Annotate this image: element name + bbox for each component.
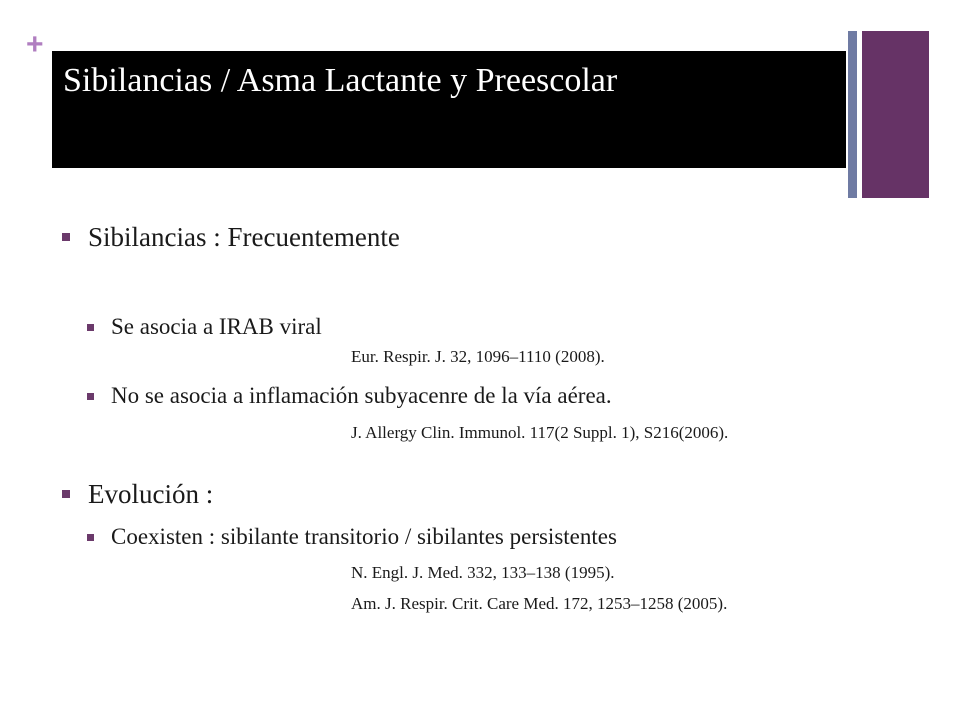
bullet-square-icon xyxy=(87,393,94,400)
bullet-text: Evolución : xyxy=(88,479,214,509)
sub-bullet-inflamacion xyxy=(111,382,612,410)
bullet-sibilancias xyxy=(88,221,400,253)
bullet-square-icon xyxy=(87,324,94,331)
bullet-evolucion xyxy=(88,478,213,510)
reference-citation: J. Allergy Clin. Immunol. 117(2 Suppl. 1), S216(2006). xyxy=(351,423,729,442)
title-bar xyxy=(52,51,846,168)
reference-citation: N. Engl. J. Med. 332, 133–138 (1995). xyxy=(351,563,615,582)
sub-bullet-text: Coexisten : sibilante transitorio / sibilantes persistentes xyxy=(111,524,617,549)
accent-stripe-thin xyxy=(848,31,857,198)
bullet-square-icon xyxy=(62,490,70,498)
sub-bullet-coexisten xyxy=(111,523,617,551)
reference-citation: Am. J. Respir. Crit. Care Med. 172, 1253–1258 (2005). xyxy=(351,594,728,613)
sub-bullet-text: Se asocia a IRAB viral xyxy=(111,314,322,339)
sub-bullet-text: No se asocia a inflamación subyacenre de la vía aérea. xyxy=(111,383,612,408)
sub-bullet-irab xyxy=(111,313,322,341)
bullet-text: Sibilancias : Frecuentemente xyxy=(88,222,400,252)
bullet-square-icon xyxy=(62,233,70,241)
bullet-square-icon xyxy=(87,534,94,541)
accent-stripe-thick xyxy=(862,31,929,198)
reference-citation: Eur. Respir. J. 32, 1096–1110 (2008). xyxy=(351,347,605,366)
slide-title: Sibilancias / Asma Lactante y Preescolar xyxy=(63,62,618,99)
plus-sign: + xyxy=(26,28,44,61)
